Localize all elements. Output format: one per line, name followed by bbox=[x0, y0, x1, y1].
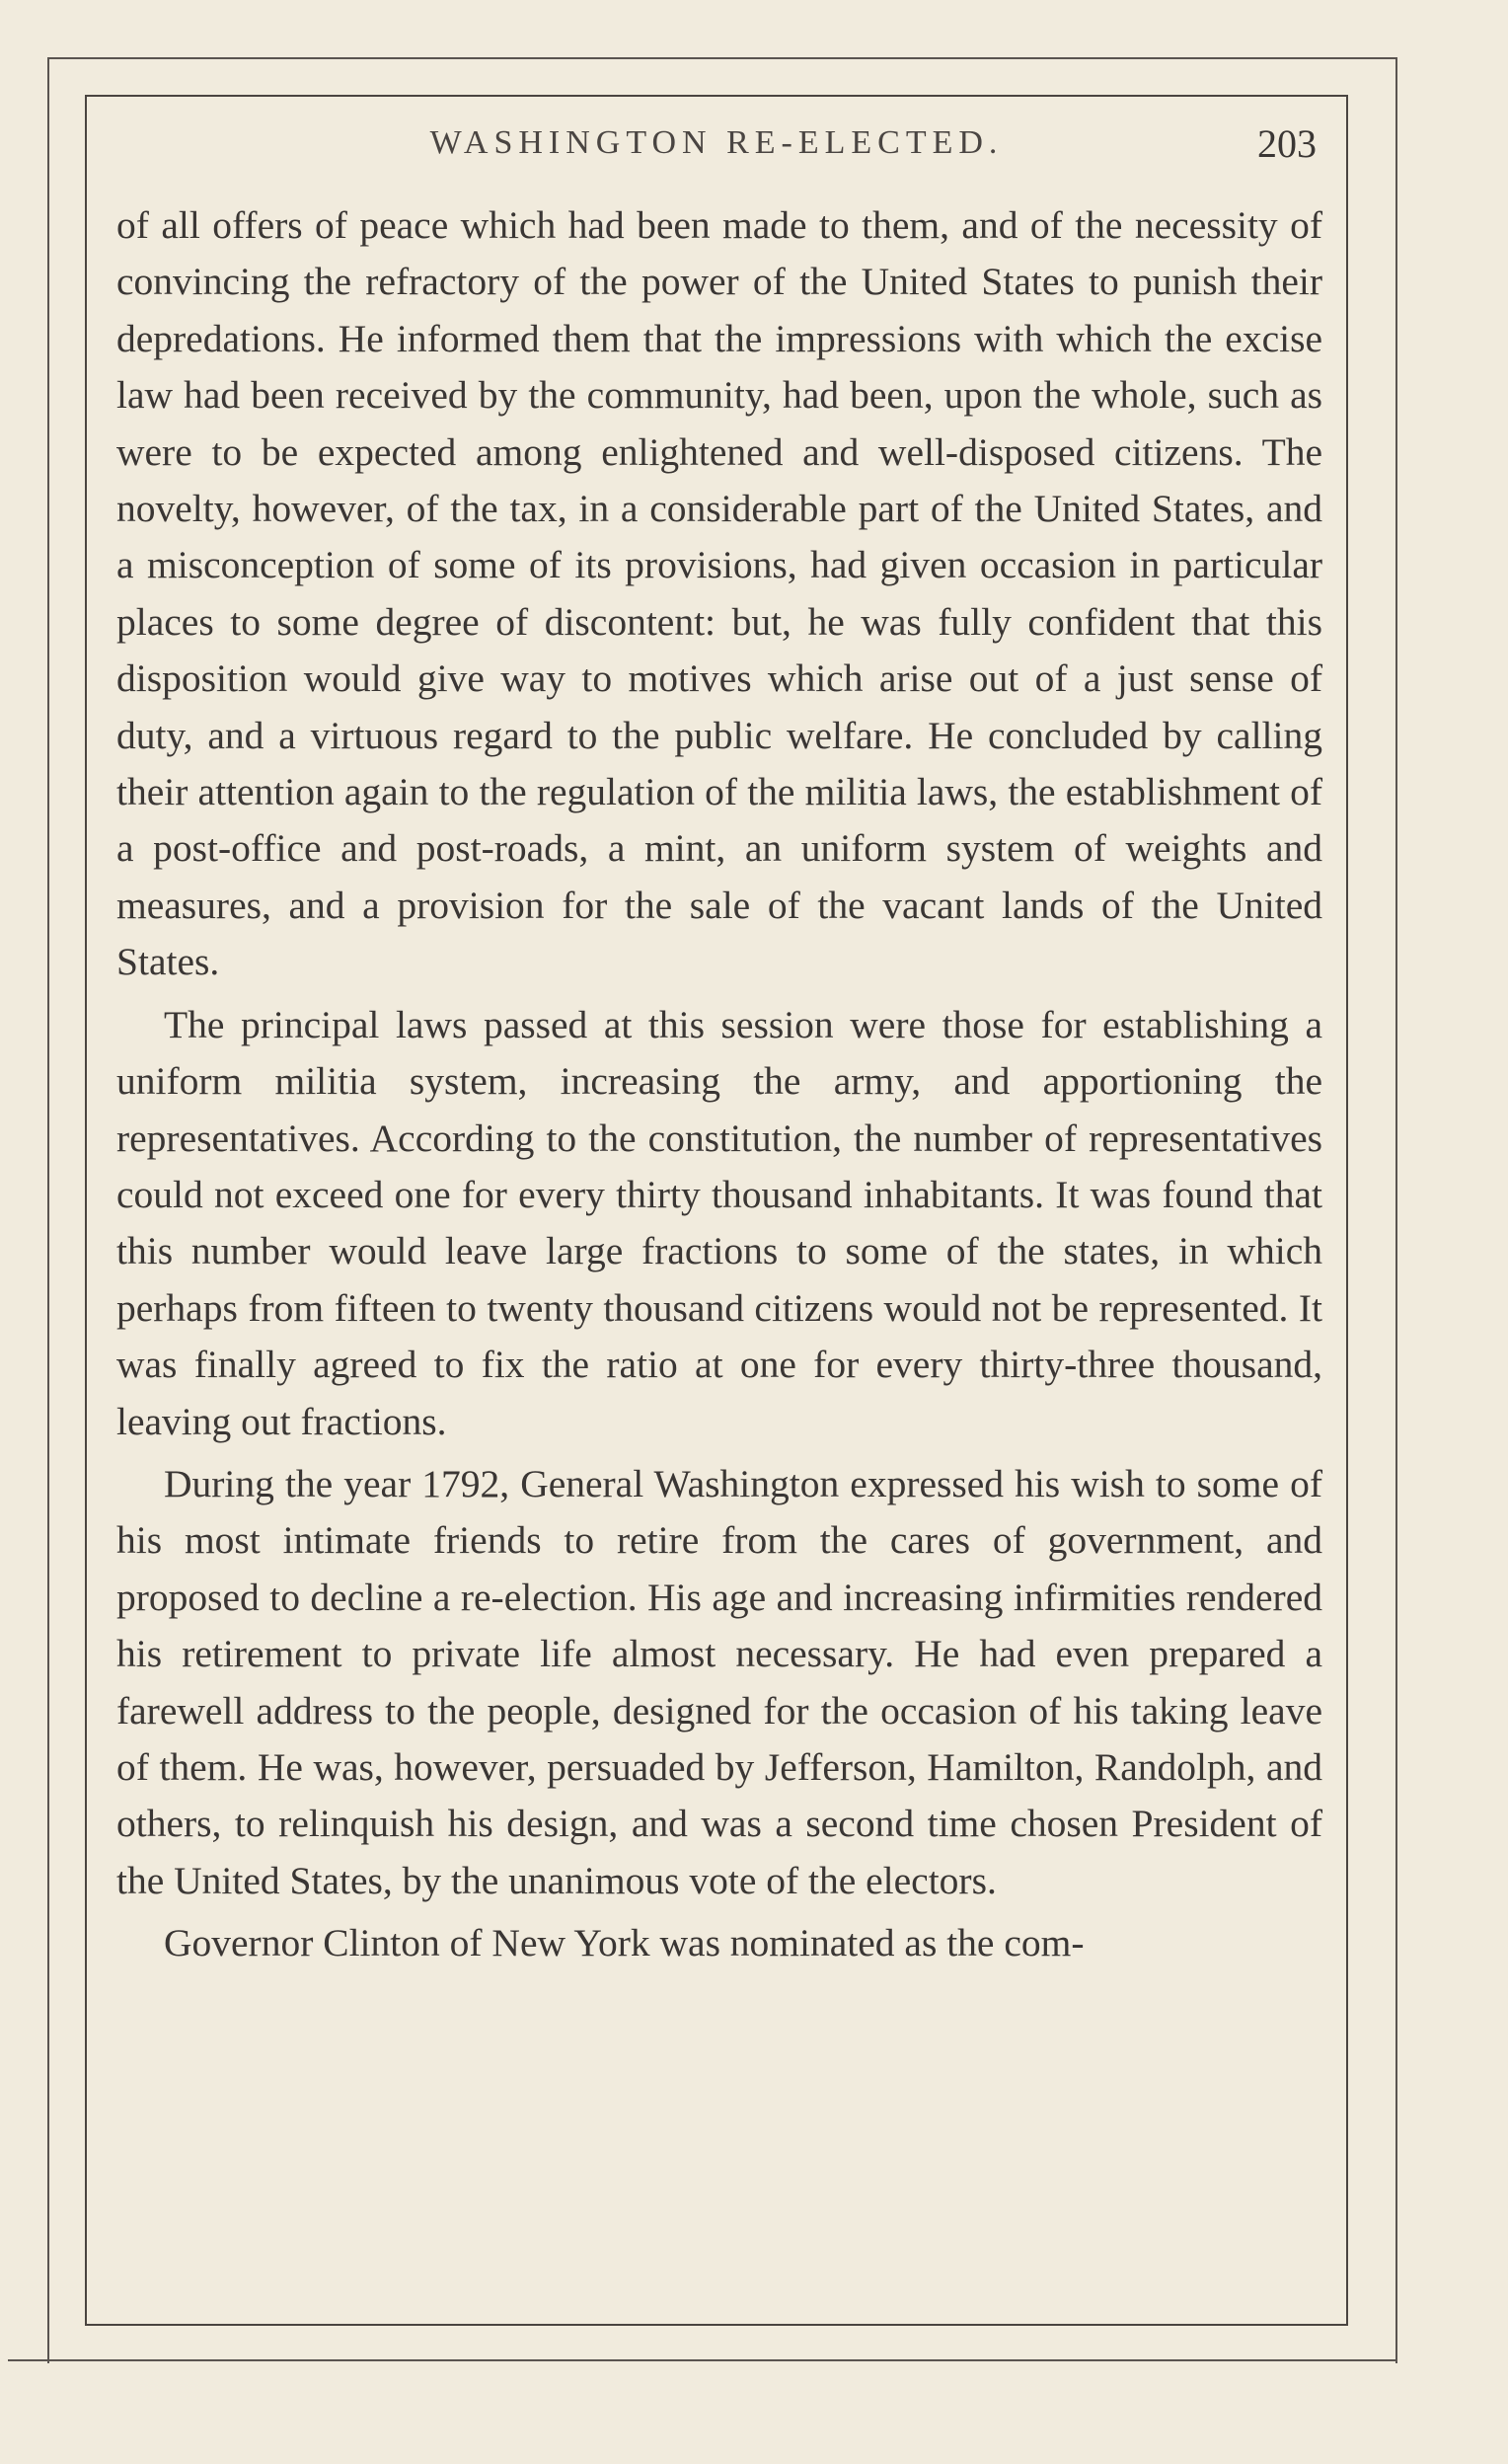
outer-rule-left bbox=[47, 57, 49, 2363]
paragraph-washington-1792: During the year 1792, General Washington expressed his wish to some of his most intimate friends to retire from the cares of government, and proposed to decline a re-election. His age and increasing infirmities rendered his retirement to private life almost necessary. He had even prepared a farewell address to the people, designed for the occasion of his taking leave of them. He was, however, persuaded by Jefferson, Hamilton, Randolph, and others, to relinquish his design, and was a second time chosen President of the United States, by the unanimous vote of the electors. bbox=[116, 1461, 1322, 1902]
page-header bbox=[87, 121, 1346, 174]
outer-rule-bottom bbox=[8, 2359, 1395, 2361]
running-title: WASHINGTON RE-ELECTED. bbox=[429, 124, 1004, 161]
body-text bbox=[116, 197, 1322, 1972]
paragraph-governor-clinton: Governor Clinton of New York was nominated as the com- bbox=[164, 1921, 1085, 1965]
page-number: 203 bbox=[1257, 121, 1317, 166]
page-frame bbox=[85, 95, 1348, 2326]
outer-rule-right bbox=[1395, 57, 1397, 2363]
paragraph-principal-laws: The principal laws passed at this session were those for establishing a uniform militia system, increasing the army, and apportioning the representatives. According to the constitution, the number of representatives could not exceed one for every thirty thousand inhabitants. It was found that this number would leave large fractions to some of the states, in which perhaps from fifteen to twenty thousand citizens would not be represented. It was finally agreed to fix the ratio at one for every thirty-three thousand, leaving out fractions. bbox=[116, 1002, 1322, 1443]
outer-rule-top bbox=[47, 57, 1397, 59]
paragraph-continued: of all offers of peace which had been made to them, and of the necessity of convincing the refractory of the power of the United States to punish their depredations. He informed them that the impressions with which the excise law had been received by the community, had been, upon the whole, such as were to be expected among enlightened and well-disposed citizens. The novelty, however, of the tax, in a considerable part of the United States, and a misconception of some of its provisions, had given occasion in particular places to some degree of discontent: but, he was fully confident that this disposition would give way to motives which arise out of a just sense of duty, and a virtuous regard to the public welfare. He concluded by calling their attention again to the regulation of the militia laws, the establishment of a post-office and post-roads, a mint, an uniform system of weights and measures, and a provision for the sale of the vacant lands of the United States. bbox=[116, 203, 1322, 984]
